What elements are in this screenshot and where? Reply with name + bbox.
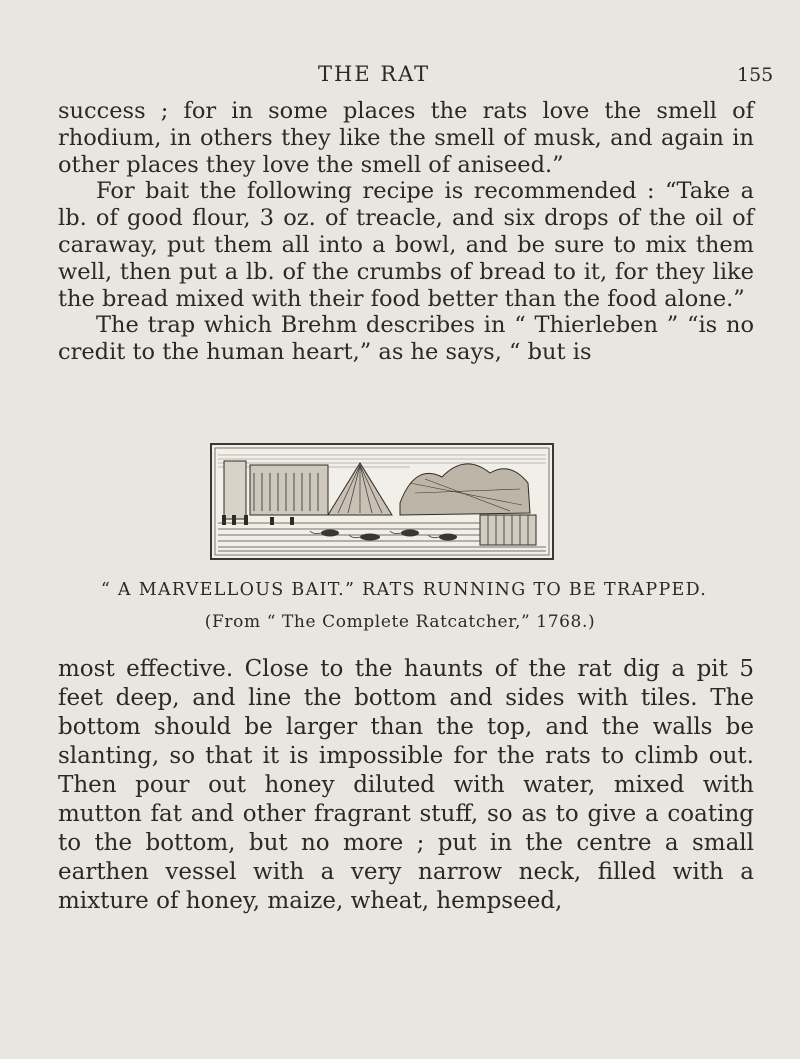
text-block-top [58,98,754,366]
page-number: 155 [737,64,774,86]
paragraph: most effective. Close to the haunts of the rat dig a pit 5 feet deep, and line the bottom and sides with tiles. The bottom should be larger than the top, and the walls be slanting, so that it is impossible for the rats to climb out. Then pour out honey diluted with water, mixed with mutton fat and other fragrant stuff, so as to give a coating to the bottom, but no more ; put in the centre a small earthen vessel with a very narrow neck, filled with a mixture of honey, maize, wheat, hempseed, [58,656,754,914]
figure-caption: “ A MARVELLOUS BAIT.” RATS RUNNING TO BE TRAPPED. [100,580,708,600]
text-block-bottom [58,655,754,916]
engraving-image [210,443,554,560]
paragraph: success ; for in some places the rats love the smell of rhodium, in others they like the smell of musk, and again in other places they love the smell of aniseed.” [58,98,754,178]
paragraph: For bait the following recipe is recommended : “Take a lb. of good flour, 3 oz. of treacle, and six drops of the oil of caraway, put them all into a bowl, and be sure to mix them well, then put a lb. of the crumbs of bread to it, for they like the bread mixed with their food better than the food alone.” [58,178,754,312]
running-title: THE RAT [318,62,431,86]
figure-source: (From “ The Complete Ratcatcher,” 1768.) [204,612,596,632]
paragraph: The trap which Brehm describes in “ Thierleben ” “is no credit to the human heart,” as he says, “ but is [58,312,754,366]
engraving-illustration [210,443,554,560]
running-head [0,60,800,90]
